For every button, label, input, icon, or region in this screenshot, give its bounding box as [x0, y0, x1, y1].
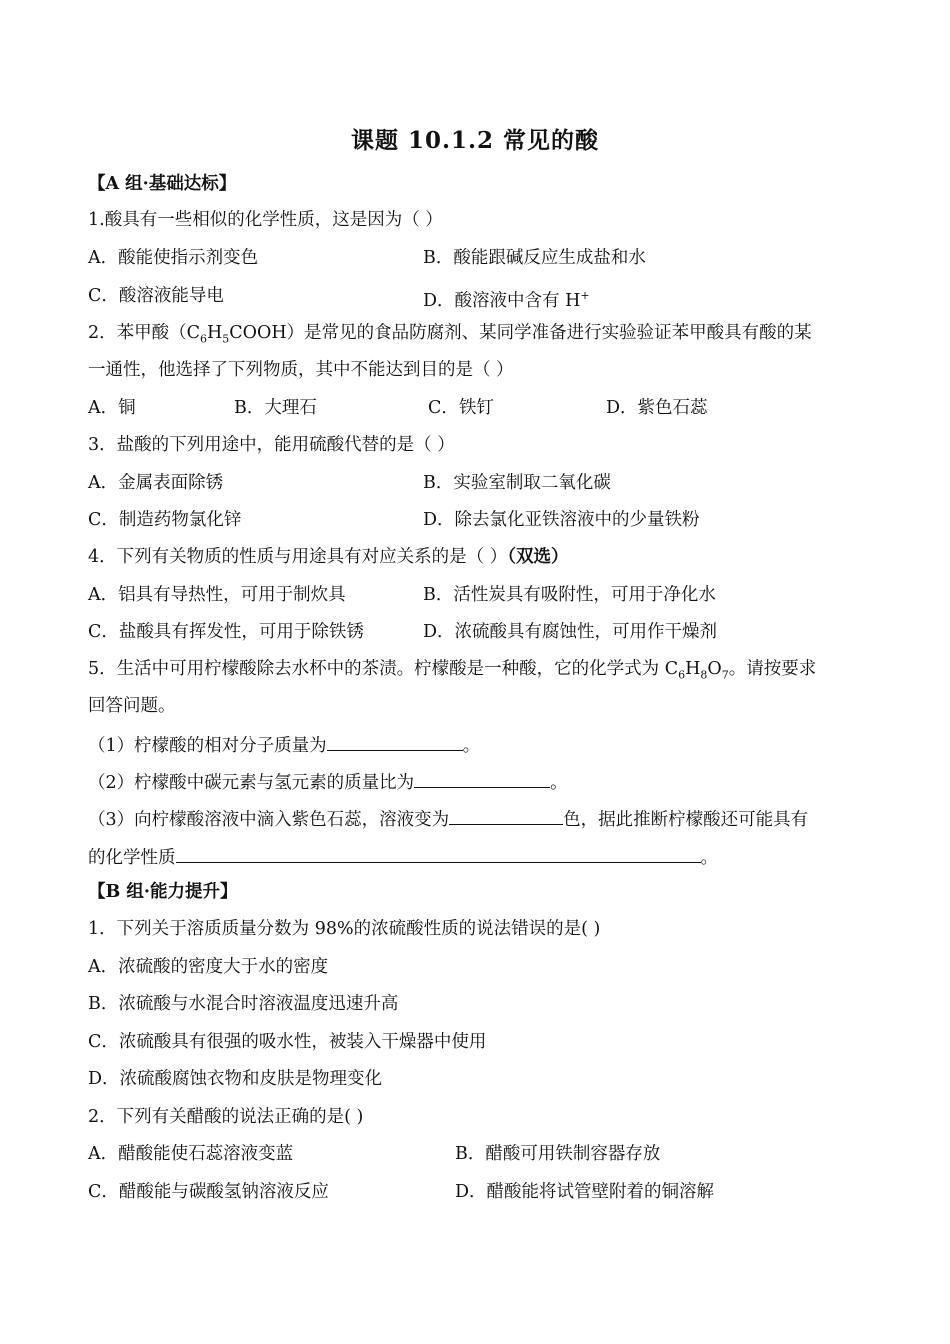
q1-option-a: A．酸能使指示剂变色 [88, 248, 259, 268]
b1-option-d: D．浓硫酸腐蚀衣物和皮肤是物理变化 [88, 1069, 383, 1089]
q1-option-c: C．酸溶液能导电 [88, 286, 224, 306]
q3-option-d: D．除去氯化亚铁溶液中的少量铁粉 [423, 510, 700, 530]
q4-option-c: C．盐酸具有挥发性，可用于除铁锈 [88, 622, 364, 642]
b2-stem: 2．下列有关醋酸的说法正确的是( ) [88, 1107, 364, 1127]
b1-option-c: C．浓硫酸具有很强的吸水性，被装入干燥器中使用 [88, 1032, 487, 1052]
q4-tag: （双选） [507, 547, 569, 567]
answer-blank[interactable] [176, 844, 701, 863]
section-b-heading: 【B 组·能力提升】 [88, 882, 238, 902]
b2-option-b: B．醋酸可用铁制容器存放 [455, 1144, 661, 1164]
page-title: 课题 10.1.2 常见的酸 [350, 127, 600, 154]
q3-stem: 3．盐酸的下列用途中，能用硫酸代替的是（ ） [88, 435, 455, 455]
q4-option-b: B．活性炭具有吸附性，可用于净化水 [423, 585, 716, 605]
q4-stem: 4．下列有关物质的性质与用途具有对应关系的是（ ）（双选） [88, 547, 569, 567]
q2-option-d: D．紫色石蕊 [606, 398, 708, 418]
q5-stem: 5．生活中可用柠檬酸除去水杯中的茶渍。柠檬酸是一种酸，它的化学式为 $C_6H_8O_7$。请按要求 [88, 659, 817, 682]
q1-option-d: D．酸溶液中含有 H+ [423, 289, 590, 311]
b2-option-a: A．醋酸能使石蕊溶液变蓝 [88, 1144, 294, 1164]
answer-blank[interactable] [327, 732, 463, 751]
q5-part3: （3）向柠檬酸溶液中滴入紫色石蕊，溶液变为 色，据此推断柠檬酸还可能具有 [88, 806, 808, 832]
q3-option-b: B．实验室制取二氧化碳 [423, 473, 611, 493]
q2-option-a: A．铜 [88, 398, 136, 418]
q2-stem-cont: 一通性，他选择了下列物质，其中不能达到目的是（ ） [88, 360, 514, 380]
q5-part2: （2）柠檬酸中碳元素与氢元素的质量比为 。 [88, 769, 568, 795]
q3-option-a: A．金属表面除锈 [88, 473, 224, 493]
b2-option-d: D．醋酸能将试管壁附着的铜溶解 [455, 1182, 715, 1202]
section-a-heading: 【A 组·基础达标】 [88, 174, 237, 194]
q5-stem-cont: 回答问题。 [88, 696, 176, 716]
q4-option-d: D．浓硫酸具有腐蚀性，可用作干燥剂 [423, 622, 718, 642]
answer-blank[interactable] [449, 806, 563, 825]
q3-option-c: C．制造药物氯化锌 [88, 510, 242, 530]
answer-blank[interactable] [414, 769, 550, 788]
b1-stem: 1．下列关于溶质质量分数为 98%的浓硫酸性质的说法错误的是( ) [88, 919, 601, 939]
q1-option-b: B．酸能跟碱反应生成盐和水 [423, 248, 646, 268]
q2-option-b: B．大理石 [234, 398, 317, 418]
q1-stem: 1.酸具有一些相似的化学性质，这是因为（ ） [88, 210, 443, 230]
b2-option-c: C．醋酸能与碳酸氢钠溶液反应 [88, 1182, 329, 1202]
q5-part3-cont: 的化学性质 。 [88, 844, 718, 870]
q2-stem: 2．苯甲酸$(C_6H_5COOH)$是常见的食品防腐剂、某同学准备进行实验验证苯甲酸具有酸的某 [88, 323, 812, 346]
b1-option-a: A．浓硫酸的密度大于水的密度 [88, 957, 329, 977]
q5-part1: （1）柠檬酸的相对分子质量为 。 [88, 732, 480, 758]
q4-option-a: A．铝具有导热性，可用于制炊具 [88, 585, 346, 605]
q2-option-c: C．铁钉 [428, 398, 494, 418]
b1-option-b: B．浓硫酸与水混合时溶液温度迅速升高 [88, 994, 399, 1014]
